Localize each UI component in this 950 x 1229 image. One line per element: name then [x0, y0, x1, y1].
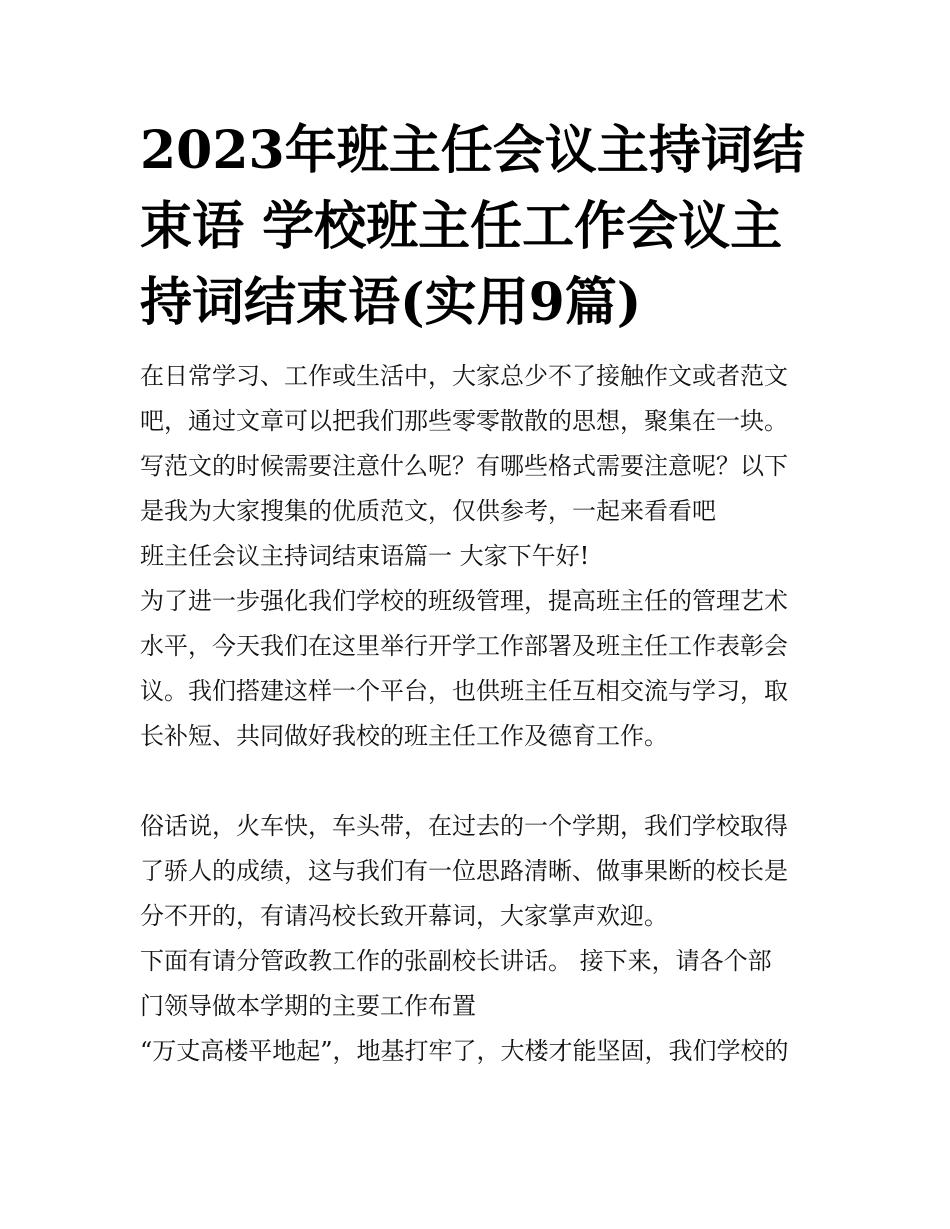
intro-paragraph: 在日常学习、工作或生活中，大家总少不了接触作文或者范文 吧，通过文章可以把我们那些零零散散的思想，聚集在一块。 写范文的时候需要注意什么呢？有哪些格式需要注意呢？以下 是我为大家搜集的优质范文，仅供参考，一起来看看吧 [140, 362, 788, 525]
next-speaker-paragraph: 下面有请分管政教工作的张副校长讲话。 接下来，请各个部 门领导做本学期的主要工作布置 [140, 947, 772, 1020]
purpose-paragraph: 为了进一步强化我们学校的班级管理，提高班主任的管理艺术 水平，今天我们在这里举行开学工作部署及班主任工作表彰会 议。我们搭建这样一个平台，也供班主任互相交流与学习，取 长补短、共同做好我校的班主任工作及德育工作。 [140, 587, 788, 750]
document-title: 2023年班主任会议主持词结束语 学校班主任工作会议主持词结束语(实用9篇) [140, 120, 805, 333]
section-heading-paragraph: 班主任会议主持词结束语篇一 大家下午好! [140, 542, 590, 570]
foundation-paragraph: “万丈高楼平地起”，地基打牢了，大楼才能坚固，我们学校的 [140, 1037, 789, 1065]
proverb-paragraph: 俗话说，火车快，车头带，在过去的一个学期，我们学校取得 了骄人的成绩，这与我们有一位思路清晰、做事果断的校长是 分不开的，有请冯校长致开幕词，大家掌声欢迎。 [140, 812, 788, 930]
